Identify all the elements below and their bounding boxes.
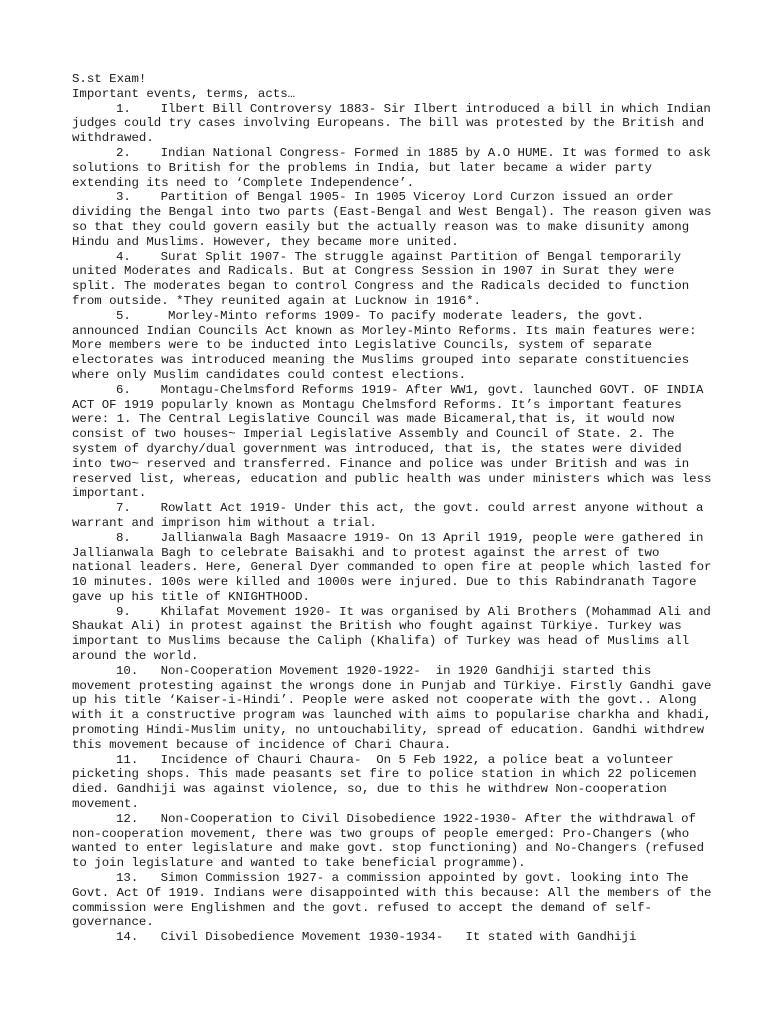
list-item: 14. Civil Disobedience Movement 1930-1934- It stated with Gandhiji [116, 930, 637, 945]
list-item: 5. Morley-Minto reforms 1909- To pacify moderate leaders, the govt. announced Indian Councils Act known as Morley-Minto Reforms. Its main features were: More members were to be inducted into Legislative Councils, system of separate electorates was introduced meaning the Muslims grouped into separate constituencies where only Muslim candidates could contest elections. [72, 308, 705, 382]
list-item: 12. Non-Cooperation to Civil Disobedience 1922-1930- After the withdrawal of non-cooperation movement, there was two groups of people emerged: Pro-Changers (who wanted to enter legislature and make govt. stop functioning) and No-Changers (refused to join legislature and wanted to take beneficial programme). [72, 811, 712, 871]
list-item: 3. Partition of Bengal 1905- In 1905 Viceroy Lord Curzon issued an order dividing the Bengal into two parts (East-Bengal and West Bengal). The reason given was so that they could govern easily but the actually reason was to make disunity among Hindu and Muslims. However, they became more united. [72, 190, 719, 249]
list-item: 10. Non-Cooperation Movement 1920-1922- in 1920 Gandhiji started this movement protesting against the wrongs done in Punjab and Türkiye. Firstly Gandhi gave up his title ‘Kaiser-i-Hindi’. People were asked not cooperate with the govt.. Along with it a constructive program was launched with aims to popularise charkha and khadi, promoting Hindi-Muslim unity, no untouchability, spread of education. Gandhi withdrew this movement because of incidence of Chari Chaura. [72, 663, 719, 752]
list-item: 11. Incidence of Chauri Chaura- On 5 Feb 1922, a police beat a volunteer picketing shops. This made peasants set fire to police station in which 22 policemen died. Gandhiji was against violence, so, due to this he withdrew Non-cooperation movement. [72, 752, 705, 812]
list-item: 13. Simon Commission 1927- a commission appointed by govt. looking into The Govt. Act Of 1919. Indians were disappointed with this because: All the members of the commission were Englishmen and the govt. refused to accept the demand of self-governance. [72, 871, 719, 930]
list-item: 6. Montagu-Chelmsford Reforms 1919- After WW1, govt. launched GOVT. OF INDIA ACT OF 1919 popularly known as Montagu Chelmsford Reforms. It’s important features were: 1. The Central Legislative Council was made Bicameral,that is, it would now consist of two houses~ Imperial Legislative Assembly and Council of State. 2. The system of dyarchy/dual government was introduced, that is, the states were divided into two~ reserved and transferred. Finance and police was under British and was in reserved list, whereas, education and public health was under ministers which was less important. [72, 382, 719, 501]
list-item: 2. Indian National Congress- Formed in 1885 by A.O HUME. It was formed to ask solutions to British for the problems in India, but later became a wider party extending its need to ‘Complete Independence’. [72, 145, 719, 190]
document-title: S.st Exam! [72, 72, 147, 86]
document-subtitle: Important events, terms, acts… [72, 86, 296, 101]
list-item: 1. Ilbert Bill Controversy 1883- Sir Ilbert introduced a bill in which Indian judges could try cases involving Europeans. The bill was protested by the British and withdrawed. [72, 101, 719, 146]
list-item: 8. Jallianwala Bagh Masaacre 1919- On 13 April 1919, people were gathered in Jallianwala Bagh to celebrate Baisakhi and to protest against the arrest of two national leaders. Here, General Dyer commanded to open fire at people which lasted for 10 minutes. 100s were killed and 1000s were injured. Due to this Rabindranath Tagore gave up his title of KNIGHTHOOD. [72, 530, 719, 604]
list-item: 9. Khilafat Movement 1920- It was organised by Ali Brothers (Mohammad Ali and Shaukat Ali) in protest against the British who fought against Türkiye. Turkey was important to Muslims because the Caliph (Khalifa) of Turkey was head of Muslims all around the world. [72, 604, 719, 664]
document-body [72, 72, 719, 945]
list-item: 4. Surat Split 1907- The struggle against Partition of Bengal temporarily united Moderates and Radicals. But at Congress Session in 1907 in Surat they were split. The moderates began to control Congress and the Radicals decided to function from outside. *They reunited again at Lucknow in 1916*. [72, 249, 697, 308]
list-item: 7. Rowlatt Act 1919- Under this act, the govt. could arrest anyone without a warrant and imprison him without a trial. [72, 501, 711, 530]
